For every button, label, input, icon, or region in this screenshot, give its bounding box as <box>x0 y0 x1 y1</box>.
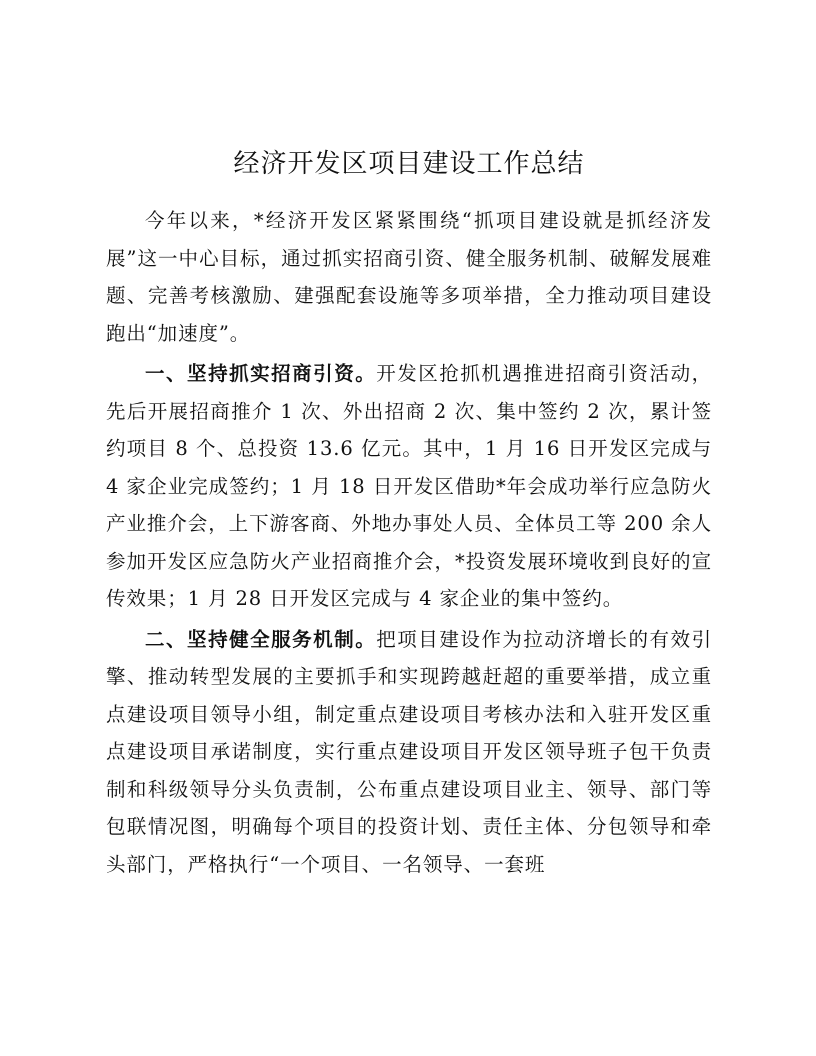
document-page <box>106 0 712 1056</box>
section-text-2: 把项目建设作为拉动济增长的有效引擎、推动转型发展的主要抓手和实现跨越赶超的重要举措，成立重点建设项目领导小组，制定重点建设项目考核办法和入驻开发区重点建设项目承诺制度，实行重点建设项目开发区领导班子包干负责制和科级领导分头负责制，公布重点建设项目业主、领导、部门等包联情况图，明确每个项目的投资计划、责任主体、分包领导和牵头部门，严格执行“一个项目、一名领导、一套班 <box>106 627 712 876</box>
document-title: 经济开发区项目建设工作总结 <box>233 149 585 179</box>
section-paragraph-1 <box>106 355 712 618</box>
section-text-1: 开发区抢抓机遇推进招商引资活动，先后开展招商推介 1 次、外出招商 2 次、集中签约 2 次，累计签约项目 8 个、总投资 13.6 亿元。其中，1 月 16 日开发区完成与 4 家企业完成签约；1 月 18 日开发区借助*年会成功举行应急防火产业推介会，上下游客商、外地办事处人员、全体员工等 200 余人参加开发区应急防火产业招商推介会，*投资发展环境收到良好的宣传效果；1 月 28 日开发区完成与 4 家企业的集中签约。 <box>106 362 712 610</box>
section-heading-1: 一、坚持抓实招商引资。 <box>145 362 377 385</box>
intro-paragraph: 今年以来，*经济开发区紧紧围绕“抓项目建设就是抓经济发展”这一中心目标，通过抓实招商引资、健全服务机制、破解发展难题、完善考核激励、建强配套设施等多项举措，全力推动项目建设跑出“加速度”。 <box>106 209 712 345</box>
section-heading-2: 二、坚持健全服务机制。 <box>145 627 377 651</box>
document-body <box>106 202 712 886</box>
section-paragraph-2 <box>106 621 712 884</box>
